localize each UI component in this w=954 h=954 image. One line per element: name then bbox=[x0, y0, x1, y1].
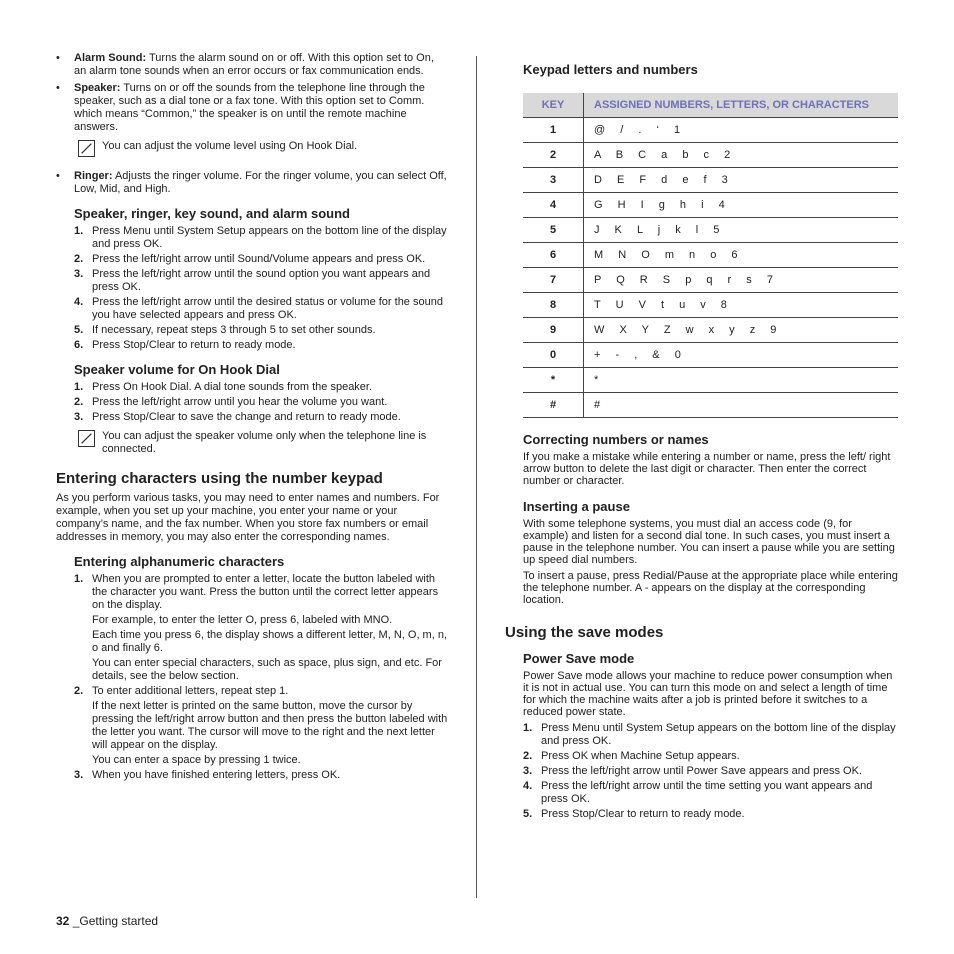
ringer-bullet-list bbox=[56, 170, 448, 196]
step: 2. Press the left/right arrow until Sound/Volume appears and press OK. bbox=[74, 253, 426, 265]
left-column bbox=[56, 52, 448, 784]
right-column bbox=[505, 52, 898, 823]
key-cell: 8 bbox=[523, 293, 584, 318]
steps-sound bbox=[74, 225, 448, 352]
page-footer bbox=[56, 914, 158, 928]
table-row bbox=[523, 293, 898, 318]
correcting-text: If you make a mistake while entering a number or name, press the left/ right arrow button to delete the last digit or character. Then enter the correct number or character. bbox=[523, 451, 891, 487]
key-cell: * bbox=[523, 368, 584, 393]
bullet-speaker: • Speaker: Turns on or off the sounds from the telephone line through the speaker, such as a dial tone or a fax tone. With this option set to Comm. which means “Common,” the speaker is on until the remote machine answers. bbox=[56, 82, 448, 134]
chars-cell: + - , & 0 bbox=[584, 343, 899, 368]
table-row bbox=[523, 393, 898, 418]
section-title-pause: Inserting a pause bbox=[523, 499, 630, 514]
step: 1. When you are prompted to enter a letter, locate the button labeled with the character you want. Press the button until the correct letter appears on the display. For example, to enter the letter O, press 6, labeled with MNO. Each time you press 6, the display shows a different letter, M, N, O, m, n, o and finally 6. You can enter special characters, such as space, plus sign, and etc. For details, see the below section. bbox=[74, 573, 448, 682]
key-cell: 0 bbox=[523, 343, 584, 368]
footer-section: _Getting started bbox=[72, 914, 159, 928]
table-row bbox=[523, 343, 898, 368]
chars-cell: G H I g h i 4 bbox=[584, 193, 899, 218]
chars-cell: @ / . ‘ 1 bbox=[584, 118, 899, 143]
chars-cell: # bbox=[584, 393, 899, 418]
keypad-intro: As you perform various tasks, you may need to enter names and numbers. For example, when you set up your machine, you enter your name or your company’s name, and the fax number. When you store fax numbers or email addresses in memory, you may also enter the corresponding names. bbox=[56, 492, 440, 543]
step: 5. If necessary, repeat steps 3 through 5 to set other sounds. bbox=[74, 324, 376, 336]
header-chars: ASSIGNED NUMBERS, LETTERS, OR CHARACTERS bbox=[584, 93, 899, 118]
table-row bbox=[523, 143, 898, 168]
bullet-alarm-sound: • Alarm Sound: Turns the alarm sound on or off. With this option set to On, an alarm tone sounds when an error occurs or fax communication ends. bbox=[56, 52, 448, 78]
bullet-ringer: • Ringer: Adjusts the ringer volume. For the ringer volume, you can select Off, Low, Mid, and High. bbox=[56, 170, 448, 196]
chars-cell: M N O m n o 6 bbox=[584, 243, 899, 268]
step: 4. Press the left/right arrow until the desired status or volume for the sound you have selected appears and press OK. bbox=[74, 296, 443, 321]
step: 3. Press the left/right arrow until Power Save appears and press OK. bbox=[523, 765, 862, 777]
key-cell: 1 bbox=[523, 118, 584, 143]
table-row bbox=[523, 193, 898, 218]
key-cell: 9 bbox=[523, 318, 584, 343]
key-cell: # bbox=[523, 393, 584, 418]
key-cell: 2 bbox=[523, 143, 584, 168]
pause-text-1: With some telephone systems, you must dial an access code (9, for example) and listen for a second dial tone. In such cases, you must insert a pause in the telephone number. You can insert a pause while you are setting up speed dial numbers. bbox=[523, 518, 895, 566]
pause-text-2: To insert a pause, press Redial/Pause at the appropriate place while entering the telephone number. A - appears on the display at the corresponding location. bbox=[523, 570, 898, 606]
section-title-correcting: Correcting numbers or names bbox=[523, 432, 709, 447]
keypad-table bbox=[523, 93, 898, 418]
step: 5. Press Stop/Clear to return to ready mode. bbox=[523, 808, 745, 820]
power-save-text: Power Save mode allows your machine to reduce power consumption when it is not in actual use. You can turn this mode on and select a length of time for which the machine waits after a job is printed before it switches to a reduced power state. bbox=[523, 670, 893, 718]
step: 1. Press Menu until System Setup appears on the bottom line of the display and press OK. bbox=[74, 225, 447, 250]
step: 2. Press OK when Machine Setup appears. bbox=[523, 750, 740, 762]
step: 6. Press Stop/Clear to return to ready mode. bbox=[74, 339, 296, 351]
table-row bbox=[523, 168, 898, 193]
table-row bbox=[523, 218, 898, 243]
steps-alphanumeric bbox=[74, 573, 448, 782]
step: 3. Press the left/right arrow until the sound option you want appears and press OK. bbox=[74, 268, 431, 293]
table-row bbox=[523, 368, 898, 393]
table-header-row bbox=[523, 93, 898, 118]
section-title-alphanumeric: Entering alphanumeric characters bbox=[74, 554, 285, 569]
chars-cell: A B C a b c 2 bbox=[584, 143, 899, 168]
heading-keypad: Entering characters using the number keypad bbox=[56, 470, 383, 487]
section-title-power-save: Power Save mode bbox=[523, 651, 635, 666]
table-title: Keypad letters and numbers bbox=[523, 62, 698, 77]
key-cell: 7 bbox=[523, 268, 584, 293]
key-cell: 6 bbox=[523, 243, 584, 268]
step: 3. When you have finished entering letters, press OK. bbox=[74, 769, 341, 781]
column-divider bbox=[476, 56, 477, 898]
chars-cell: P Q R S p q r s 7 bbox=[584, 268, 899, 293]
step: 3. Press Stop/Clear to save the change and return to ready mode. bbox=[74, 411, 401, 423]
table-row bbox=[523, 243, 898, 268]
chars-cell: T U V t u v 8 bbox=[584, 293, 899, 318]
step: 2. Press the left/right arrow until you hear the volume you want. bbox=[74, 396, 388, 408]
chars-cell: W X Y Z w x y z 9 bbox=[584, 318, 899, 343]
note-volume: You can adjust the volume level using On Hook Dial. bbox=[74, 140, 448, 162]
chars-cell: D E F d e f 3 bbox=[584, 168, 899, 193]
heading-save-modes: Using the save modes bbox=[505, 624, 664, 641]
table-row bbox=[523, 118, 898, 143]
note-pencil-icon bbox=[78, 140, 95, 157]
note-pencil-icon bbox=[78, 430, 95, 447]
chars-cell: J K L j k l 5 bbox=[584, 218, 899, 243]
steps-speaker-volume bbox=[74, 381, 448, 424]
top-bullet-list bbox=[56, 52, 448, 134]
step: 1. Press Menu until System Setup appears on the bottom line of the display and press OK. bbox=[523, 722, 896, 747]
section-title-speaker-volume: Speaker volume for On Hook Dial bbox=[74, 362, 280, 377]
key-cell: 3 bbox=[523, 168, 584, 193]
key-cell: 4 bbox=[523, 193, 584, 218]
step: 1. Press On Hook Dial. A dial tone sounds from the speaker. bbox=[74, 381, 373, 393]
note-speaker-volume: You can adjust the speaker volume only when the telephone line is connected. bbox=[74, 430, 448, 456]
table-row bbox=[523, 318, 898, 343]
table-row bbox=[523, 268, 898, 293]
step: 4. Press the left/right arrow until the time setting you want appears and press OK. bbox=[523, 780, 873, 805]
key-cell: 5 bbox=[523, 218, 584, 243]
steps-power-save bbox=[523, 722, 898, 821]
section-title-sound: Speaker, ringer, key sound, and alarm sound bbox=[74, 206, 350, 221]
chars-cell: * bbox=[584, 368, 899, 393]
step: 2. To enter additional letters, repeat step 1. If the next letter is printed on the same button, move the cursor by pressing the left/right arrow button and then press the button labeled with the letter you want. The cursor will move to the right and the next letter will appear on the display. You can enter a space by pressing 1 twice. bbox=[74, 685, 448, 766]
header-key: KEY bbox=[523, 93, 584, 118]
page-number: 32 bbox=[56, 914, 70, 928]
